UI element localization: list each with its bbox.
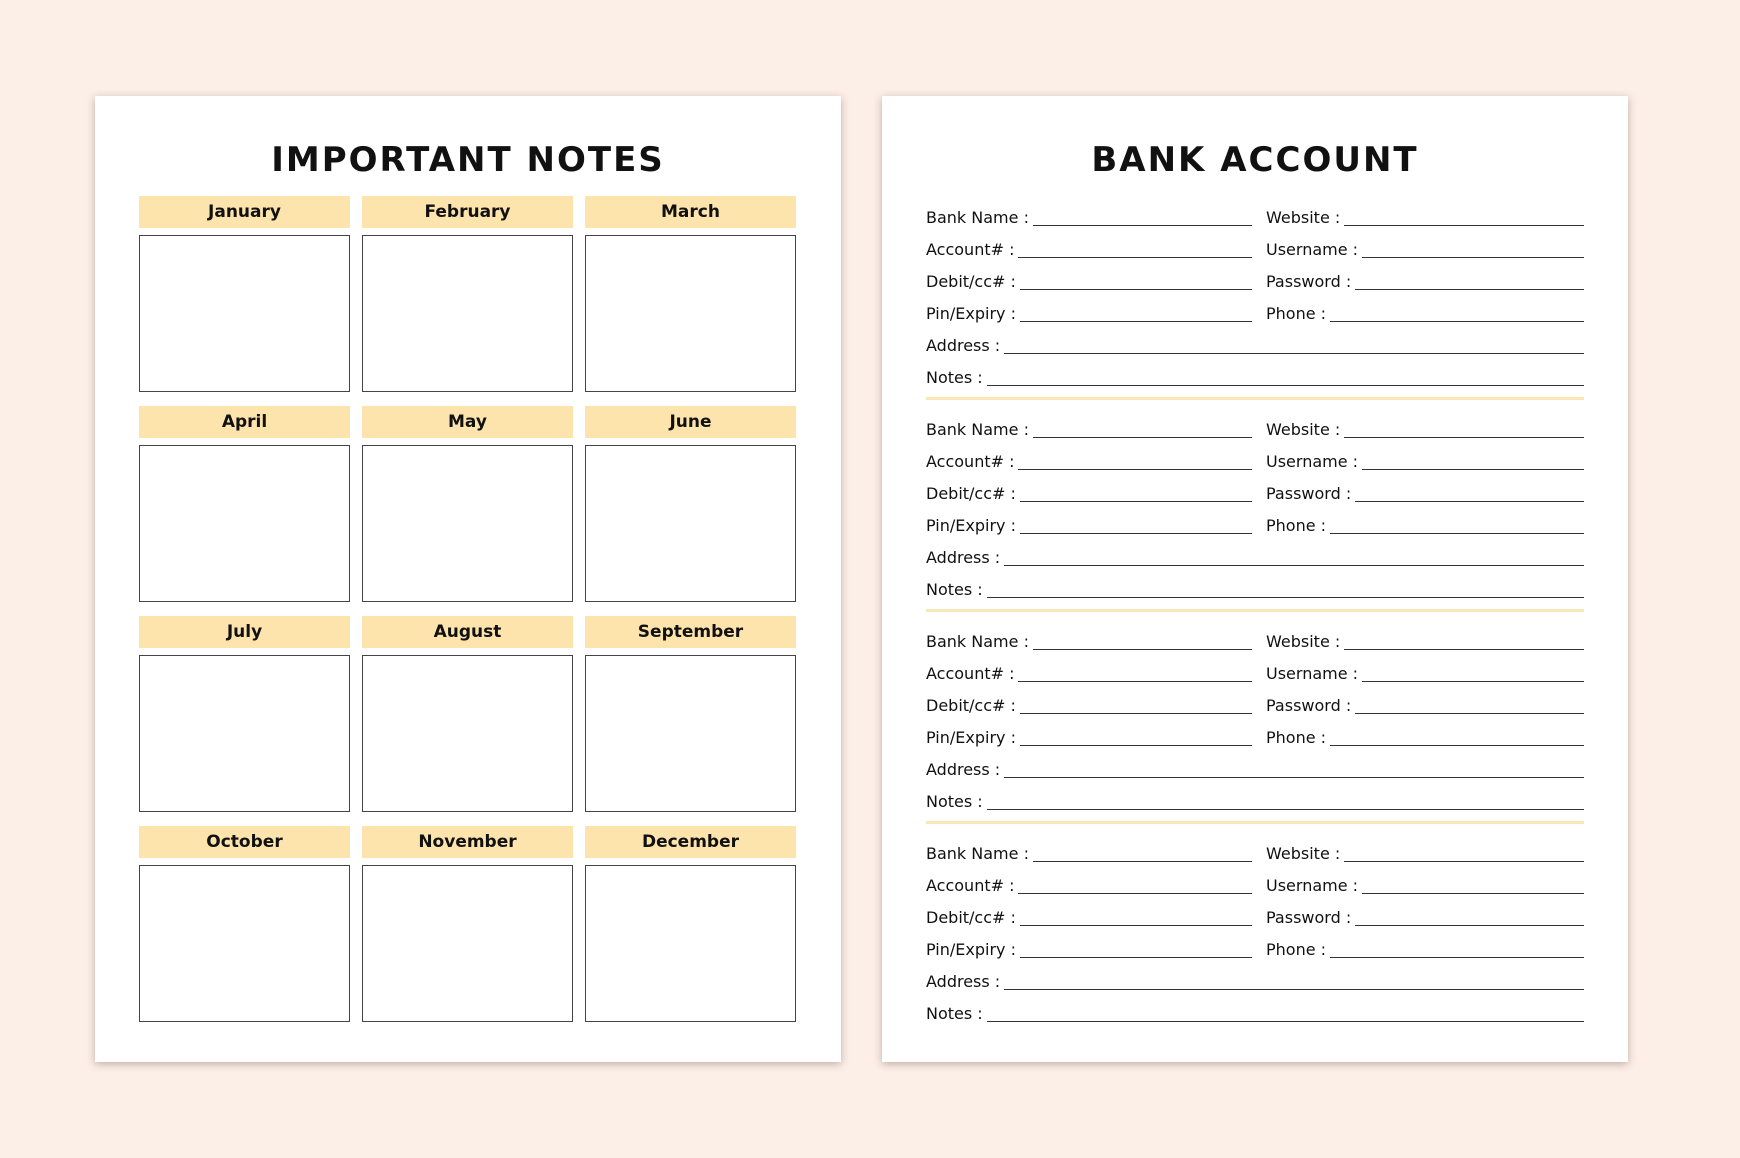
pin-input-line[interactable]: [1020, 943, 1252, 958]
bank-name-input-line[interactable]: [1033, 423, 1252, 438]
bank-form-row: [926, 748, 1584, 780]
account-label: Account# :: [926, 664, 1015, 683]
username-label: Username :: [1266, 240, 1359, 259]
bank-name-input-line[interactable]: [1033, 847, 1252, 862]
phone-input-line[interactable]: [1330, 943, 1584, 958]
phone-field: [1266, 517, 1584, 536]
month-notes-box[interactable]: [585, 655, 796, 812]
month-header: August: [362, 616, 573, 648]
username-field: [1266, 453, 1584, 472]
website-input-line[interactable]: [1344, 635, 1584, 650]
bank-form-row: [926, 260, 1584, 292]
notes-field: [926, 581, 1584, 600]
address-input-line[interactable]: [1004, 339, 1584, 354]
phone-label: Phone :: [1266, 728, 1327, 747]
username-input-line[interactable]: [1362, 879, 1584, 894]
month-header: September: [585, 616, 796, 648]
debit-field: [926, 485, 1252, 504]
pin-input-line[interactable]: [1020, 519, 1252, 534]
pin-field: [926, 941, 1252, 960]
bank-form-row: [926, 292, 1584, 324]
pin-input-line[interactable]: [1020, 307, 1252, 322]
username-field: [1266, 665, 1584, 684]
month-header: December: [585, 826, 796, 858]
bank-name-input-line[interactable]: [1033, 635, 1252, 650]
notes-field: [926, 1005, 1584, 1024]
month-cell-april: [139, 406, 350, 602]
debit-label: Debit/cc# :: [926, 908, 1016, 927]
account-field: [926, 453, 1252, 472]
notes-field: [926, 793, 1584, 812]
bank-form-row: [926, 716, 1584, 748]
bank-form-row: [926, 652, 1584, 684]
address-label: Address :: [926, 548, 1001, 567]
month-notes-box[interactable]: [585, 235, 796, 392]
month-header: March: [585, 196, 796, 228]
bank-account-block: [926, 196, 1584, 388]
address-field: [926, 973, 1584, 992]
notes-label: Notes :: [926, 580, 983, 599]
website-field: [1266, 845, 1584, 864]
month-header: July: [139, 616, 350, 648]
pin-field: [926, 305, 1252, 324]
bank-account-block: [926, 620, 1584, 812]
notes-page-title: IMPORTANT NOTES: [271, 140, 665, 180]
pin-label: Pin/Expiry :: [926, 940, 1016, 959]
username-label: Username :: [1266, 452, 1359, 471]
months-grid: [139, 196, 797, 1022]
password-input-line[interactable]: [1355, 699, 1584, 714]
address-field: [926, 337, 1584, 356]
notes-input-line[interactable]: [987, 795, 1584, 810]
month-header: June: [585, 406, 796, 438]
bank-name-label: Bank Name :: [926, 420, 1029, 439]
bank-form-row: [926, 440, 1584, 472]
password-label: Password :: [1266, 696, 1352, 715]
bank-name-label: Bank Name :: [926, 208, 1029, 227]
month-cell-december: [585, 826, 796, 1022]
bank-name-field: [926, 209, 1252, 228]
bank-form-row: [926, 896, 1584, 928]
address-label: Address :: [926, 336, 1001, 355]
address-field: [926, 549, 1584, 568]
month-cell-september: [585, 616, 796, 812]
bank-form-row: [926, 960, 1584, 992]
debit-input-line[interactable]: [1020, 487, 1252, 502]
username-label: Username :: [1266, 664, 1359, 683]
account-input-line[interactable]: [1018, 879, 1252, 894]
bank-account-block: [926, 408, 1584, 600]
website-label: Website :: [1266, 632, 1341, 651]
phone-field: [1266, 729, 1584, 748]
block-separator: [926, 397, 1584, 400]
website-field: [1266, 209, 1584, 228]
address-input-line[interactable]: [1004, 975, 1584, 990]
bank-form-row: [926, 504, 1584, 536]
bank-blocks: [926, 196, 1584, 1024]
bank-form-row: [926, 620, 1584, 652]
pin-label: Pin/Expiry :: [926, 304, 1016, 323]
bank-form-row: [926, 356, 1584, 388]
address-label: Address :: [926, 972, 1001, 991]
bank-name-input-line[interactable]: [1033, 211, 1252, 226]
notes-field: [926, 369, 1584, 388]
account-label: Account# :: [926, 240, 1015, 259]
month-notes-box[interactable]: [139, 865, 350, 1022]
debit-input-line[interactable]: [1020, 911, 1252, 926]
account-field: [926, 241, 1252, 260]
month-header: January: [139, 196, 350, 228]
password-field: [1266, 909, 1584, 928]
pin-input-line[interactable]: [1020, 731, 1252, 746]
pin-label: Pin/Expiry :: [926, 728, 1016, 747]
bank-account-block: [926, 832, 1584, 1024]
block-separator: [926, 609, 1584, 612]
bank-name-label: Bank Name :: [926, 632, 1029, 651]
username-field: [1266, 877, 1584, 896]
website-input-line[interactable]: [1344, 847, 1584, 862]
month-header: February: [362, 196, 573, 228]
address-input-line[interactable]: [1004, 551, 1584, 566]
website-label: Website :: [1266, 844, 1341, 863]
bank-name-field: [926, 421, 1252, 440]
website-input-line[interactable]: [1344, 423, 1584, 438]
month-cell-november: [362, 826, 573, 1022]
notes-label: Notes :: [926, 1004, 983, 1023]
bank-form-row: [926, 324, 1584, 356]
debit-field: [926, 909, 1252, 928]
month-cell-march: [585, 196, 796, 392]
phone-label: Phone :: [1266, 516, 1327, 535]
phone-field: [1266, 941, 1584, 960]
bank-page-title: BANK ACCOUNT: [1091, 140, 1419, 180]
website-input-line[interactable]: [1344, 211, 1584, 226]
website-label: Website :: [1266, 208, 1341, 227]
phone-input-line[interactable]: [1330, 519, 1584, 534]
phone-label: Phone :: [1266, 940, 1327, 959]
month-notes-box[interactable]: [139, 445, 350, 602]
account-input-line[interactable]: [1018, 455, 1252, 470]
month-header: October: [139, 826, 350, 858]
month-cell-october: [139, 826, 350, 1022]
block-separator: [926, 821, 1584, 824]
month-notes-box[interactable]: [585, 445, 796, 602]
bank-name-label: Bank Name :: [926, 844, 1029, 863]
notes-input-line[interactable]: [987, 1007, 1584, 1022]
bank-form-row: [926, 196, 1584, 228]
month-notes-box[interactable]: [585, 865, 796, 1022]
account-input-line[interactable]: [1018, 667, 1252, 682]
password-input-line[interactable]: [1355, 487, 1584, 502]
account-label: Account# :: [926, 876, 1015, 895]
month-cell-august: [362, 616, 573, 812]
password-label: Password :: [1266, 908, 1352, 927]
month-notes-box[interactable]: [139, 655, 350, 812]
username-input-line[interactable]: [1362, 455, 1584, 470]
address-field: [926, 761, 1584, 780]
username-input-line[interactable]: [1362, 243, 1584, 258]
account-input-line[interactable]: [1018, 243, 1252, 258]
bank-name-field: [926, 633, 1252, 652]
bank-form-row: [926, 780, 1584, 812]
phone-input-line[interactable]: [1330, 731, 1584, 746]
month-notes-box[interactable]: [139, 235, 350, 392]
debit-field: [926, 273, 1252, 292]
month-cell-june: [585, 406, 796, 602]
debit-input-line[interactable]: [1020, 275, 1252, 290]
month-header: November: [362, 826, 573, 858]
notes-input-line[interactable]: [987, 583, 1584, 598]
pin-field: [926, 729, 1252, 748]
month-cell-january: [139, 196, 350, 392]
bank-form-row: [926, 684, 1584, 716]
account-field: [926, 665, 1252, 684]
month-notes-box[interactable]: [362, 865, 573, 1022]
account-field: [926, 877, 1252, 896]
username-input-line[interactable]: [1362, 667, 1584, 682]
phone-input-line[interactable]: [1330, 307, 1584, 322]
bank-form-row: [926, 992, 1584, 1024]
pin-label: Pin/Expiry :: [926, 516, 1016, 535]
month-cell-may: [362, 406, 573, 602]
bank-form-row: [926, 568, 1584, 600]
phone-label: Phone :: [1266, 304, 1327, 323]
account-label: Account# :: [926, 452, 1015, 471]
password-input-line[interactable]: [1355, 275, 1584, 290]
pin-field: [926, 517, 1252, 536]
debit-input-line[interactable]: [1020, 699, 1252, 714]
address-input-line[interactable]: [1004, 763, 1584, 778]
bank-name-field: [926, 845, 1252, 864]
debit-label: Debit/cc# :: [926, 484, 1016, 503]
bank-form-row: [926, 228, 1584, 260]
month-header: May: [362, 406, 573, 438]
month-header: April: [139, 406, 350, 438]
password-input-line[interactable]: [1355, 911, 1584, 926]
username-label: Username :: [1266, 876, 1359, 895]
username-field: [1266, 241, 1584, 260]
debit-label: Debit/cc# :: [926, 696, 1016, 715]
bank-form-row: [926, 928, 1584, 960]
notes-label: Notes :: [926, 792, 983, 811]
important-notes-page: [95, 96, 841, 1062]
bank-form-row: [926, 408, 1584, 440]
month-notes-box[interactable]: [362, 445, 573, 602]
password-field: [1266, 485, 1584, 504]
month-cell-july: [139, 616, 350, 812]
address-label: Address :: [926, 760, 1001, 779]
password-field: [1266, 273, 1584, 292]
month-notes-box[interactable]: [362, 235, 573, 392]
password-field: [1266, 697, 1584, 716]
bank-form-row: [926, 472, 1584, 504]
bank-form-row: [926, 832, 1584, 864]
debit-label: Debit/cc# :: [926, 272, 1016, 291]
debit-field: [926, 697, 1252, 716]
notes-label: Notes :: [926, 368, 983, 387]
password-label: Password :: [1266, 484, 1352, 503]
website-field: [1266, 633, 1584, 652]
month-notes-box[interactable]: [362, 655, 573, 812]
phone-field: [1266, 305, 1584, 324]
month-cell-february: [362, 196, 573, 392]
website-field: [1266, 421, 1584, 440]
website-label: Website :: [1266, 420, 1341, 439]
notes-input-line[interactable]: [987, 371, 1584, 386]
bank-form-row: [926, 536, 1584, 568]
bank-form-row: [926, 864, 1584, 896]
password-label: Password :: [1266, 272, 1352, 291]
bank-account-page: [882, 96, 1628, 1062]
